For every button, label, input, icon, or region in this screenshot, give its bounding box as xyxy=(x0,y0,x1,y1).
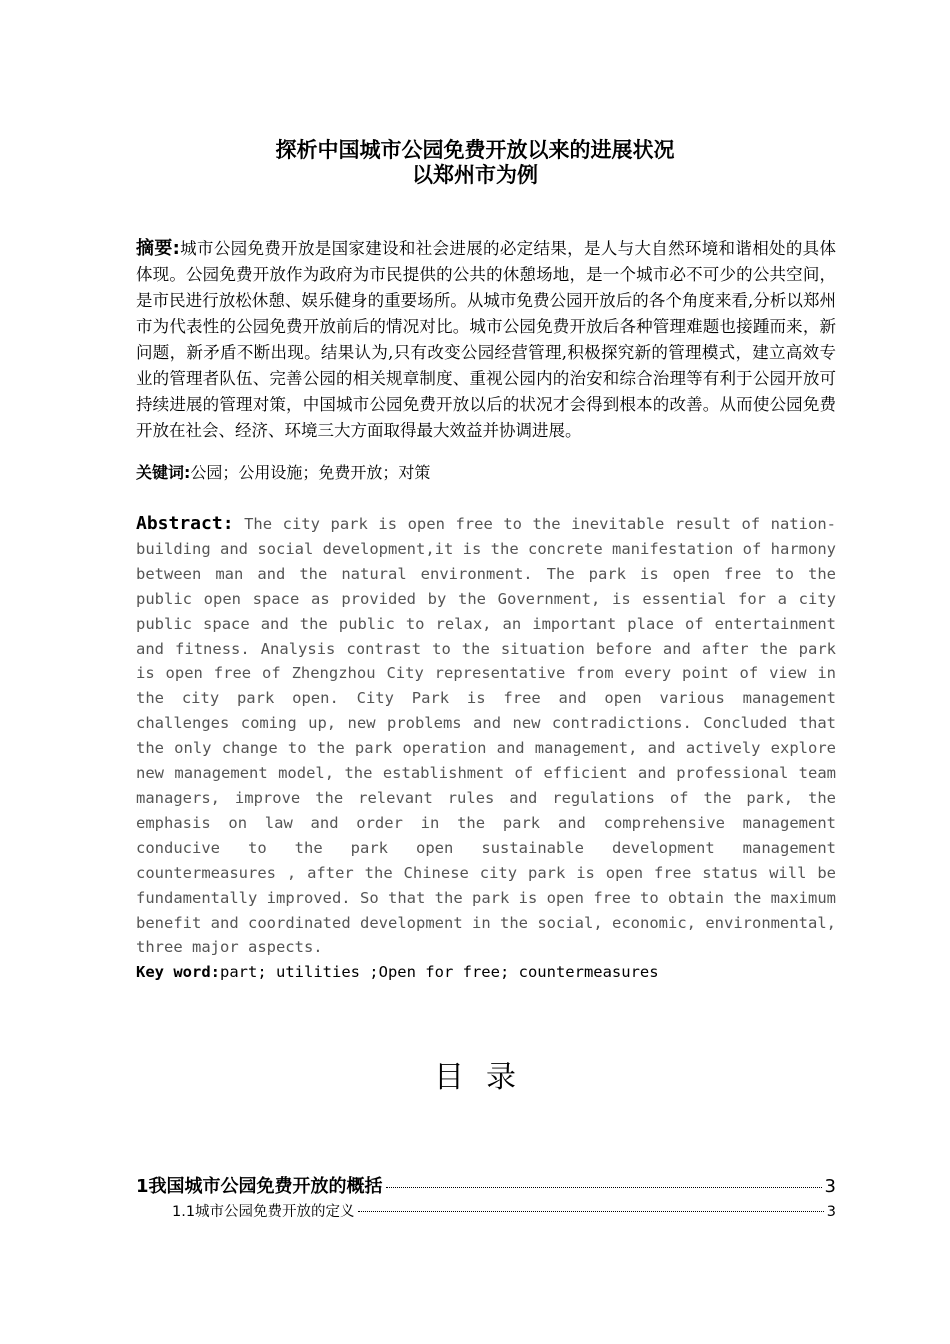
abstract-en-text: The city park is open free to the inevitable result of nation-building and social development,it is the concrete manifestation of harmony between man and the natural environment. The park is open free to the public open space as provided by the Government, is essential for a city public space and the public to relax, an important place of entertainment and fitness. Analysis contrast to the situation before and after the park is open free of Zhengzhou City representative from every point of view in the city park open. City Park is free and open various management challenges coming up, new problems and new contradictions. Concluded that the only change to the park operation and management, and actively explore new management model, the establishment of efficient and professional team managers, improve the relevant rules and regulations of the park, the emphasis on law and order in the park and comprehensive management conducive to the park open sustainable development management countermeasures , after the Chinese city park is open free status will be fundamentally improved. So that the park is open free to obtain the maximum benefit and coordinated development in the social, economic, environmental, three major aspects. xyxy=(136,515,836,957)
abstract-en xyxy=(136,512,836,960)
abstract-cn-label: 摘要: xyxy=(136,238,180,259)
toc-leader-dots xyxy=(386,1187,822,1188)
toc-entry[interactable] xyxy=(136,1172,836,1198)
toc-entry[interactable] xyxy=(172,1200,836,1221)
keywords-cn-text: 公园；公用设施；免费开放；对策 xyxy=(190,463,431,482)
toc-entry-page: 3 xyxy=(826,1204,836,1220)
keywords-en-label: Key word: xyxy=(136,963,220,981)
paper-subtitle: 以郑州市为例 xyxy=(412,163,538,187)
toc-entry-label: 1我国城市公园免费开放的概括 xyxy=(136,1176,383,1197)
keywords-cn-label: 关键词: xyxy=(136,463,191,482)
abstract-en-label: Abstract: xyxy=(136,513,234,534)
toc-entry-page: 3 xyxy=(824,1176,836,1197)
abstract-cn-text: 城市公园免费开放是国家建设和社会进展的必定结果，是人与大自然环境和谐相处的具体体现。公园免费开放作为政府为市民提供的公共的休憩场地，是一个城市必不可少的公共空间，是市民进行放松休憩、娱乐健身的重要场所。从城市免费公园开放后的各个角度来看,分析以郑州市为代表性的公园免费开放前后的情况对比。城市公园免费开放后各种管理难题也接踵而来，新问题，新矛盾不断出现。结果认为,只有改变公园经营管理,积极探究新的管理模式，建立高效专业的管理者队伍、完善公园的相关规章制度、重视公园内的治安和综合治理等有利于公园开放可持续进展的管理对策，中国城市公园免费开放以后的状况才会得到根本的改善。从而使公园免费开放在社会、经济、环境三大方面取得最大效益并协调进展。 xyxy=(136,239,837,440)
toc-entry-label: 1.1城市公园免费开放的定义 xyxy=(172,1204,355,1220)
keywords-cn xyxy=(136,460,836,486)
keywords-en xyxy=(136,960,836,984)
keywords-en-text: part; utilities ;Open for free; countermeasures xyxy=(220,963,659,981)
toc-leader-dots xyxy=(358,1211,824,1212)
toc-title: 目录 xyxy=(434,1060,538,1095)
abstract-cn xyxy=(136,236,836,444)
paper-title: 探析中国城市公园免费开放以来的进展状况 xyxy=(275,138,675,162)
